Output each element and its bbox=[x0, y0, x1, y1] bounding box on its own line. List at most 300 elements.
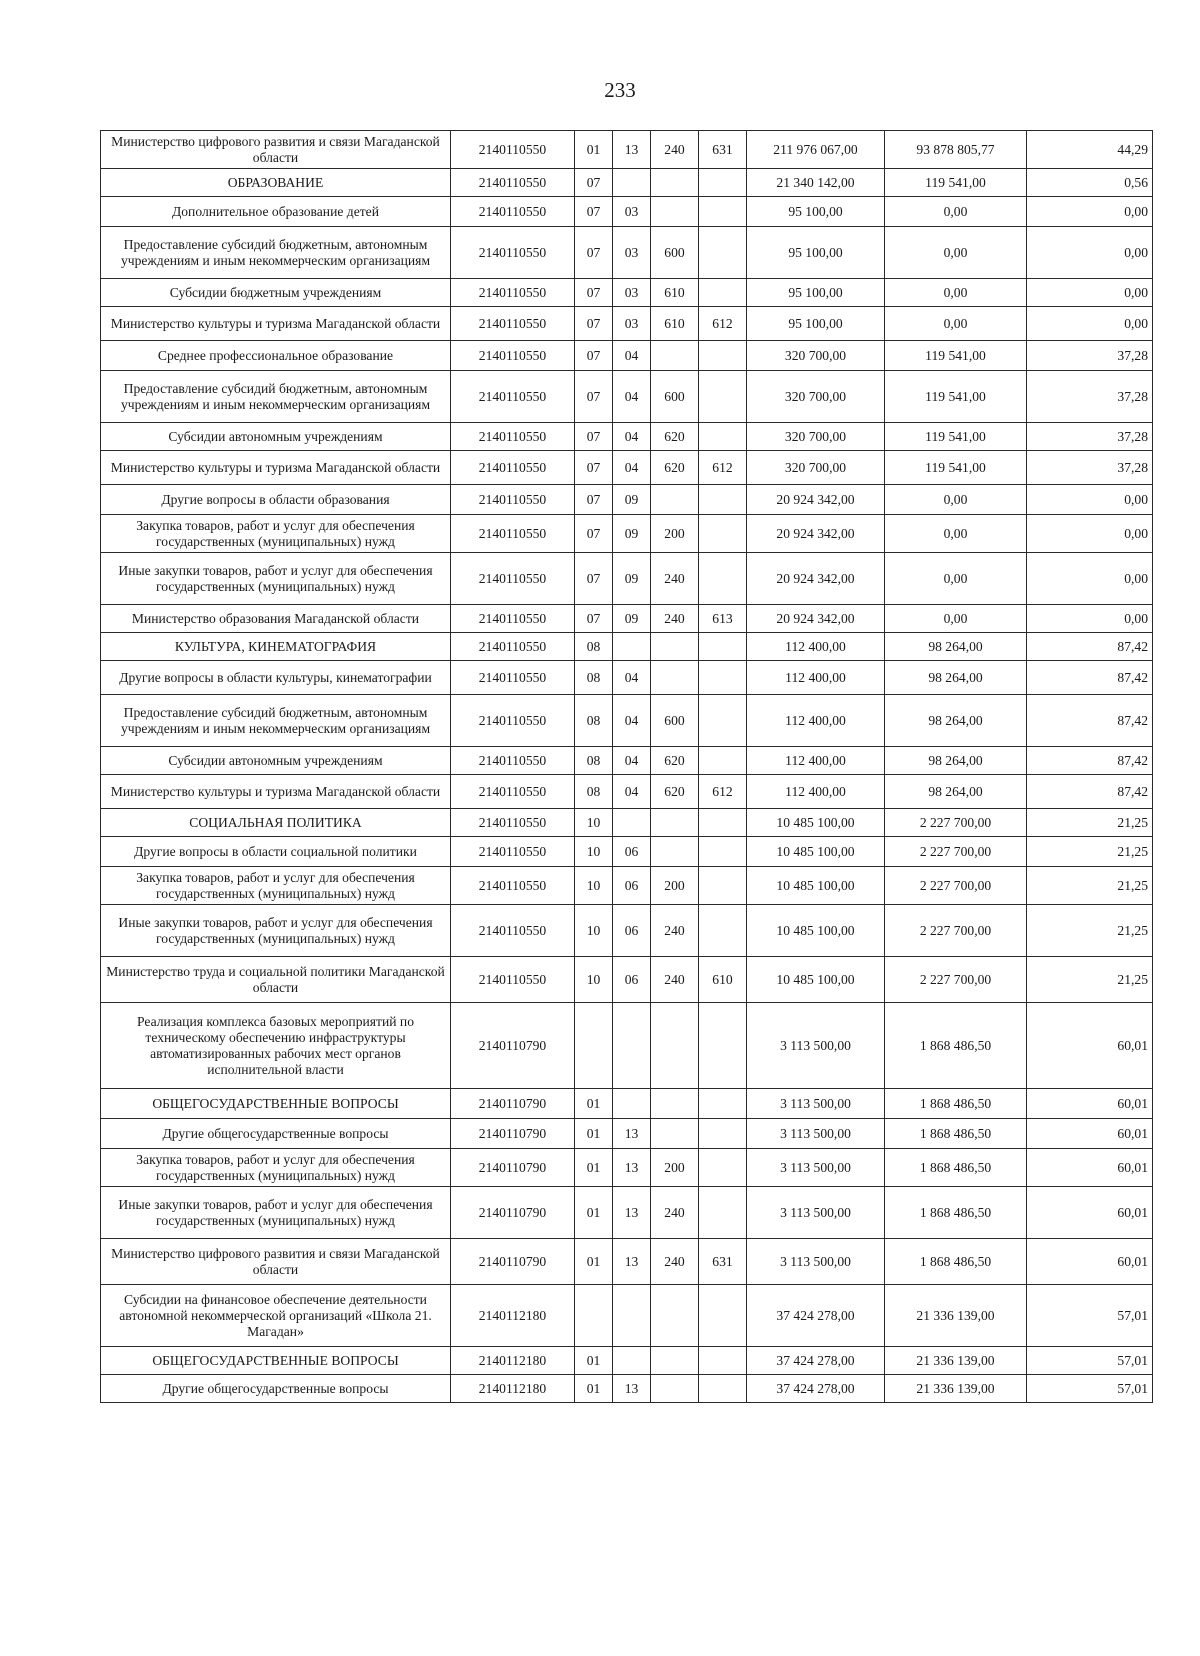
department-code-cell bbox=[699, 1149, 747, 1187]
expense-type-cell bbox=[651, 341, 699, 371]
row-name-cell: Закупка товаров, работ и услуг для обеспечения государственных (муниципальных) нужд bbox=[101, 867, 451, 905]
approved-amount-cell: 3 113 500,00 bbox=[747, 1089, 885, 1119]
target-code-cell: 2140110550 bbox=[451, 169, 575, 197]
section-cell: 08 bbox=[575, 775, 613, 809]
approved-amount-cell: 10 485 100,00 bbox=[747, 867, 885, 905]
approved-amount-cell: 95 100,00 bbox=[747, 227, 885, 279]
department-code-cell bbox=[699, 837, 747, 867]
department-code-cell bbox=[699, 485, 747, 515]
row-name-cell: Иные закупки товаров, работ и услуг для обеспечения государственных (муниципальных) нужд bbox=[101, 905, 451, 957]
expense-type-cell: 600 bbox=[651, 695, 699, 747]
approved-amount-cell: 20 924 342,00 bbox=[747, 485, 885, 515]
subsection-cell: 13 bbox=[613, 1375, 651, 1403]
section-cell: 07 bbox=[575, 341, 613, 371]
department-code-cell bbox=[699, 1375, 747, 1403]
table-row bbox=[101, 837, 1153, 867]
approved-amount-cell: 21 340 142,00 bbox=[747, 169, 885, 197]
department-code-cell bbox=[699, 197, 747, 227]
target-code-cell: 2140110550 bbox=[451, 837, 575, 867]
expense-type-cell bbox=[651, 1119, 699, 1149]
row-name-cell: Министерство культуры и туризма Магаданской области bbox=[101, 451, 451, 485]
row-name-cell: Министерство образования Магаданской области bbox=[101, 605, 451, 633]
expense-type-cell: 620 bbox=[651, 775, 699, 809]
row-name-cell: Другие вопросы в области культуры, кинематографии bbox=[101, 661, 451, 695]
table-row bbox=[101, 197, 1153, 227]
subsection-cell: 03 bbox=[613, 279, 651, 307]
table-row bbox=[101, 1239, 1153, 1285]
table-row bbox=[101, 1347, 1153, 1375]
department-code-cell bbox=[699, 1089, 747, 1119]
expense-type-cell: 600 bbox=[651, 227, 699, 279]
table-row bbox=[101, 633, 1153, 661]
target-code-cell: 2140110550 bbox=[451, 515, 575, 553]
row-name-cell: Иные закупки товаров, работ и услуг для обеспечения государственных (муниципальных) нужд bbox=[101, 1187, 451, 1239]
table-row bbox=[101, 515, 1153, 553]
section-cell: 10 bbox=[575, 837, 613, 867]
section-cell: 07 bbox=[575, 197, 613, 227]
expense-type-cell bbox=[651, 837, 699, 867]
executed-amount-cell: 2 227 700,00 bbox=[885, 809, 1027, 837]
target-code-cell: 2140110790 bbox=[451, 1149, 575, 1187]
target-code-cell: 2140112180 bbox=[451, 1375, 575, 1403]
execution-percent-cell: 57,01 bbox=[1027, 1285, 1153, 1347]
execution-percent-cell: 0,00 bbox=[1027, 307, 1153, 341]
approved-amount-cell: 3 113 500,00 bbox=[747, 1149, 885, 1187]
page-number: 233 bbox=[604, 78, 636, 102]
table-row bbox=[101, 553, 1153, 605]
expense-type-cell bbox=[651, 1375, 699, 1403]
executed-amount-cell: 98 264,00 bbox=[885, 747, 1027, 775]
section-cell: 01 bbox=[575, 1375, 613, 1403]
subsection-cell: 13 bbox=[613, 1149, 651, 1187]
section-cell: 07 bbox=[575, 451, 613, 485]
row-name-cell: ОБЩЕГОСУДАРСТВЕННЫЕ ВОПРОСЫ bbox=[101, 1089, 451, 1119]
target-code-cell: 2140110550 bbox=[451, 131, 575, 169]
executed-amount-cell: 1 868 486,50 bbox=[885, 1089, 1027, 1119]
department-code-cell bbox=[699, 905, 747, 957]
row-name-cell: Субсидии бюджетным учреждениям bbox=[101, 279, 451, 307]
subsection-cell: 04 bbox=[613, 695, 651, 747]
row-name-cell: Другие общегосударственные вопросы bbox=[101, 1119, 451, 1149]
executed-amount-cell: 98 264,00 bbox=[885, 775, 1027, 809]
row-name-cell: Среднее профессиональное образование bbox=[101, 341, 451, 371]
section-cell: 10 bbox=[575, 867, 613, 905]
subsection-cell: 03 bbox=[613, 197, 651, 227]
table-row bbox=[101, 451, 1153, 485]
approved-amount-cell: 95 100,00 bbox=[747, 197, 885, 227]
section-cell: 08 bbox=[575, 695, 613, 747]
row-name-cell: Иные закупки товаров, работ и услуг для обеспечения государственных (муниципальных) нужд bbox=[101, 553, 451, 605]
section-cell: 07 bbox=[575, 553, 613, 605]
row-name-cell: Дополнительное образование детей bbox=[101, 197, 451, 227]
execution-percent-cell: 60,01 bbox=[1027, 1187, 1153, 1239]
department-code-cell bbox=[699, 661, 747, 695]
expense-type-cell bbox=[651, 633, 699, 661]
row-name-cell: Предоставление субсидий бюджетным, автономным учреждениям и иным некоммерческим организациям bbox=[101, 695, 451, 747]
approved-amount-cell: 112 400,00 bbox=[747, 695, 885, 747]
executed-amount-cell: 0,00 bbox=[885, 279, 1027, 307]
execution-percent-cell: 21,25 bbox=[1027, 837, 1153, 867]
section-cell: 07 bbox=[575, 423, 613, 451]
subsection-cell: 09 bbox=[613, 553, 651, 605]
approved-amount-cell: 20 924 342,00 bbox=[747, 605, 885, 633]
table-row bbox=[101, 131, 1153, 169]
approved-amount-cell: 20 924 342,00 bbox=[747, 515, 885, 553]
target-code-cell: 2140110550 bbox=[451, 227, 575, 279]
execution-percent-cell: 60,01 bbox=[1027, 1239, 1153, 1285]
table-row bbox=[101, 485, 1153, 515]
expense-type-cell: 240 bbox=[651, 957, 699, 1003]
expense-type-cell: 240 bbox=[651, 905, 699, 957]
row-name-cell: Субсидии автономным учреждениям bbox=[101, 747, 451, 775]
approved-amount-cell: 320 700,00 bbox=[747, 371, 885, 423]
section-cell: 01 bbox=[575, 1187, 613, 1239]
execution-percent-cell: 0,00 bbox=[1027, 605, 1153, 633]
subsection-cell bbox=[613, 169, 651, 197]
department-code-cell bbox=[699, 1119, 747, 1149]
table-row bbox=[101, 809, 1153, 837]
expense-type-cell: 240 bbox=[651, 1239, 699, 1285]
execution-percent-cell: 57,01 bbox=[1027, 1347, 1153, 1375]
execution-percent-cell: 87,42 bbox=[1027, 747, 1153, 775]
execution-percent-cell: 0,00 bbox=[1027, 279, 1153, 307]
executed-amount-cell: 1 868 486,50 bbox=[885, 1149, 1027, 1187]
table-row bbox=[101, 1119, 1153, 1149]
table-row bbox=[101, 775, 1153, 809]
executed-amount-cell: 119 541,00 bbox=[885, 423, 1027, 451]
approved-amount-cell: 112 400,00 bbox=[747, 633, 885, 661]
section-cell: 07 bbox=[575, 485, 613, 515]
expense-type-cell bbox=[651, 1285, 699, 1347]
table-row bbox=[101, 605, 1153, 633]
executed-amount-cell: 2 227 700,00 bbox=[885, 837, 1027, 867]
department-code-cell: 631 bbox=[699, 1239, 747, 1285]
section-cell bbox=[575, 1285, 613, 1347]
row-name-cell: Предоставление субсидий бюджетным, автономным учреждениям и иным некоммерческим организациям bbox=[101, 227, 451, 279]
target-code-cell: 2140110550 bbox=[451, 485, 575, 515]
target-code-cell: 2140110550 bbox=[451, 775, 575, 809]
subsection-cell bbox=[613, 1003, 651, 1089]
target-code-cell: 2140110550 bbox=[451, 371, 575, 423]
expense-type-cell: 600 bbox=[651, 371, 699, 423]
department-code-cell bbox=[699, 1187, 747, 1239]
approved-amount-cell: 3 113 500,00 bbox=[747, 1003, 885, 1089]
execution-percent-cell: 60,01 bbox=[1027, 1119, 1153, 1149]
executed-amount-cell: 1 868 486,50 bbox=[885, 1239, 1027, 1285]
approved-amount-cell: 320 700,00 bbox=[747, 341, 885, 371]
approved-amount-cell: 95 100,00 bbox=[747, 279, 885, 307]
section-cell: 07 bbox=[575, 371, 613, 423]
approved-amount-cell: 37 424 278,00 bbox=[747, 1375, 885, 1403]
executed-amount-cell: 0,00 bbox=[885, 307, 1027, 341]
execution-percent-cell: 0,00 bbox=[1027, 485, 1153, 515]
expense-type-cell: 240 bbox=[651, 131, 699, 169]
executed-amount-cell: 119 541,00 bbox=[885, 451, 1027, 485]
department-code-cell bbox=[699, 809, 747, 837]
target-code-cell: 2140110790 bbox=[451, 1239, 575, 1285]
target-code-cell: 2140110550 bbox=[451, 809, 575, 837]
department-code-cell: 612 bbox=[699, 775, 747, 809]
table-row bbox=[101, 905, 1153, 957]
target-code-cell: 2140110550 bbox=[451, 451, 575, 485]
department-code-cell bbox=[699, 423, 747, 451]
subsection-cell bbox=[613, 1285, 651, 1347]
executed-amount-cell: 2 227 700,00 bbox=[885, 957, 1027, 1003]
subsection-cell: 04 bbox=[613, 661, 651, 695]
department-code-cell: 613 bbox=[699, 605, 747, 633]
subsection-cell: 04 bbox=[613, 747, 651, 775]
table-row bbox=[101, 169, 1153, 197]
table-row bbox=[101, 867, 1153, 905]
table-row bbox=[101, 1285, 1153, 1347]
execution-percent-cell: 0,00 bbox=[1027, 197, 1153, 227]
row-name-cell: Министерство цифрового развития и связи Магаданской области bbox=[101, 1239, 451, 1285]
execution-percent-cell: 60,01 bbox=[1027, 1003, 1153, 1089]
execution-percent-cell: 44,29 bbox=[1027, 131, 1153, 169]
department-code-cell bbox=[699, 633, 747, 661]
row-name-cell: СОЦИАЛЬНАЯ ПОЛИТИКА bbox=[101, 809, 451, 837]
table-row bbox=[101, 695, 1153, 747]
table-row bbox=[101, 1003, 1153, 1089]
approved-amount-cell: 3 113 500,00 bbox=[747, 1239, 885, 1285]
subsection-cell: 04 bbox=[613, 341, 651, 371]
target-code-cell: 2140110550 bbox=[451, 553, 575, 605]
subsection-cell: 04 bbox=[613, 775, 651, 809]
section-cell: 01 bbox=[575, 1239, 613, 1285]
executed-amount-cell: 2 227 700,00 bbox=[885, 905, 1027, 957]
section-cell: 01 bbox=[575, 1149, 613, 1187]
row-name-cell: Министерство цифрового развития и связи Магаданской области bbox=[101, 131, 451, 169]
subsection-cell: 04 bbox=[613, 451, 651, 485]
executed-amount-cell: 0,00 bbox=[885, 553, 1027, 605]
section-cell: 08 bbox=[575, 747, 613, 775]
expense-type-cell: 610 bbox=[651, 279, 699, 307]
approved-amount-cell: 37 424 278,00 bbox=[747, 1285, 885, 1347]
subsection-cell: 06 bbox=[613, 837, 651, 867]
execution-percent-cell: 21,25 bbox=[1027, 957, 1153, 1003]
department-code-cell: 612 bbox=[699, 307, 747, 341]
expense-type-cell: 610 bbox=[651, 307, 699, 341]
expense-type-cell bbox=[651, 485, 699, 515]
row-name-cell: Закупка товаров, работ и услуг для обеспечения государственных (муниципальных) нужд bbox=[101, 515, 451, 553]
executed-amount-cell: 119 541,00 bbox=[885, 169, 1027, 197]
section-cell: 07 bbox=[575, 307, 613, 341]
target-code-cell: 2140110790 bbox=[451, 1187, 575, 1239]
section-cell: 10 bbox=[575, 957, 613, 1003]
table-row bbox=[101, 279, 1153, 307]
department-code-cell bbox=[699, 1347, 747, 1375]
approved-amount-cell: 211 976 067,00 bbox=[747, 131, 885, 169]
section-cell: 07 bbox=[575, 605, 613, 633]
execution-percent-cell: 60,01 bbox=[1027, 1089, 1153, 1119]
expense-type-cell: 620 bbox=[651, 423, 699, 451]
subsection-cell: 09 bbox=[613, 605, 651, 633]
subsection-cell: 06 bbox=[613, 867, 651, 905]
expense-type-cell bbox=[651, 1003, 699, 1089]
row-name-cell: Другие вопросы в области образования bbox=[101, 485, 451, 515]
target-code-cell: 2140110550 bbox=[451, 605, 575, 633]
row-name-cell: ОБЩЕГОСУДАРСТВЕННЫЕ ВОПРОСЫ bbox=[101, 1347, 451, 1375]
row-name-cell: Предоставление субсидий бюджетным, автономным учреждениям и иным некоммерческим организациям bbox=[101, 371, 451, 423]
row-name-cell: Министерство культуры и туризма Магаданской области bbox=[101, 307, 451, 341]
expense-type-cell: 620 bbox=[651, 747, 699, 775]
approved-amount-cell: 320 700,00 bbox=[747, 423, 885, 451]
approved-amount-cell: 10 485 100,00 bbox=[747, 905, 885, 957]
department-code-cell bbox=[699, 695, 747, 747]
execution-percent-cell: 0,56 bbox=[1027, 169, 1153, 197]
row-name-cell: ОБРАЗОВАНИЕ bbox=[101, 169, 451, 197]
row-name-cell: Реализация комплекса базовых мероприятий по техническому обеспечению инфраструктуры автоматизированных рабочих мест органов исполнительной власти bbox=[101, 1003, 451, 1089]
executed-amount-cell: 21 336 139,00 bbox=[885, 1375, 1027, 1403]
department-code-cell: 631 bbox=[699, 131, 747, 169]
execution-percent-cell: 37,28 bbox=[1027, 451, 1153, 485]
execution-percent-cell: 60,01 bbox=[1027, 1149, 1153, 1187]
department-code-cell bbox=[699, 867, 747, 905]
subsection-cell: 06 bbox=[613, 905, 651, 957]
executed-amount-cell: 98 264,00 bbox=[885, 633, 1027, 661]
expense-type-cell: 620 bbox=[651, 451, 699, 485]
subsection-cell: 13 bbox=[613, 131, 651, 169]
subsection-cell bbox=[613, 633, 651, 661]
subsection-cell: 06 bbox=[613, 957, 651, 1003]
executed-amount-cell: 0,00 bbox=[885, 197, 1027, 227]
expense-type-cell: 240 bbox=[651, 605, 699, 633]
subsection-cell bbox=[613, 1089, 651, 1119]
table-row bbox=[101, 1089, 1153, 1119]
expense-type-cell: 200 bbox=[651, 867, 699, 905]
subsection-cell: 13 bbox=[613, 1187, 651, 1239]
table-row bbox=[101, 307, 1153, 341]
approved-amount-cell: 112 400,00 bbox=[747, 747, 885, 775]
approved-amount-cell: 112 400,00 bbox=[747, 661, 885, 695]
table-row bbox=[101, 341, 1153, 371]
section-cell: 08 bbox=[575, 661, 613, 695]
target-code-cell: 2140110550 bbox=[451, 279, 575, 307]
executed-amount-cell: 0,00 bbox=[885, 605, 1027, 633]
subsection-cell: 04 bbox=[613, 371, 651, 423]
department-code-cell bbox=[699, 279, 747, 307]
executed-amount-cell: 1 868 486,50 bbox=[885, 1003, 1027, 1089]
table-row bbox=[101, 661, 1153, 695]
section-cell: 07 bbox=[575, 279, 613, 307]
table-row bbox=[101, 1187, 1153, 1239]
executed-amount-cell: 0,00 bbox=[885, 227, 1027, 279]
target-code-cell: 2140110550 bbox=[451, 695, 575, 747]
target-code-cell: 2140110550 bbox=[451, 307, 575, 341]
expense-type-cell bbox=[651, 1347, 699, 1375]
section-cell: 10 bbox=[575, 905, 613, 957]
budget-table bbox=[100, 130, 1153, 1403]
executed-amount-cell: 1 868 486,50 bbox=[885, 1119, 1027, 1149]
target-code-cell: 2140110550 bbox=[451, 905, 575, 957]
executed-amount-cell: 21 336 139,00 bbox=[885, 1347, 1027, 1375]
approved-amount-cell: 20 924 342,00 bbox=[747, 553, 885, 605]
execution-percent-cell: 21,25 bbox=[1027, 867, 1153, 905]
approved-amount-cell: 10 485 100,00 bbox=[747, 809, 885, 837]
target-code-cell: 2140110550 bbox=[451, 661, 575, 695]
department-code-cell: 612 bbox=[699, 451, 747, 485]
target-code-cell: 2140110550 bbox=[451, 197, 575, 227]
executed-amount-cell: 119 541,00 bbox=[885, 371, 1027, 423]
executed-amount-cell: 98 264,00 bbox=[885, 695, 1027, 747]
execution-percent-cell: 87,42 bbox=[1027, 695, 1153, 747]
target-code-cell: 2140110790 bbox=[451, 1089, 575, 1119]
executed-amount-cell: 21 336 139,00 bbox=[885, 1285, 1027, 1347]
target-code-cell: 2140110550 bbox=[451, 867, 575, 905]
execution-percent-cell: 57,01 bbox=[1027, 1375, 1153, 1403]
table-body bbox=[101, 131, 1153, 1403]
section-cell: 07 bbox=[575, 227, 613, 279]
execution-percent-cell: 87,42 bbox=[1027, 661, 1153, 695]
subsection-cell bbox=[613, 809, 651, 837]
execution-percent-cell: 37,28 bbox=[1027, 371, 1153, 423]
approved-amount-cell: 3 113 500,00 bbox=[747, 1187, 885, 1239]
approved-amount-cell: 3 113 500,00 bbox=[747, 1119, 885, 1149]
target-code-cell: 2140110550 bbox=[451, 633, 575, 661]
expense-type-cell: 240 bbox=[651, 1187, 699, 1239]
subsection-cell: 03 bbox=[613, 307, 651, 341]
target-code-cell: 2140110550 bbox=[451, 423, 575, 451]
expense-type-cell bbox=[651, 169, 699, 197]
approved-amount-cell: 10 485 100,00 bbox=[747, 957, 885, 1003]
execution-percent-cell: 0,00 bbox=[1027, 515, 1153, 553]
row-name-cell: Субсидии на финансовое обеспечение деятельности автономной некоммерческой организаций «Школа 21. Магадан» bbox=[101, 1285, 451, 1347]
subsection-cell: 03 bbox=[613, 227, 651, 279]
department-code-cell bbox=[699, 169, 747, 197]
subsection-cell bbox=[613, 1347, 651, 1375]
executed-amount-cell: 1 868 486,50 bbox=[885, 1187, 1027, 1239]
section-cell: 07 bbox=[575, 169, 613, 197]
target-code-cell: 2140110550 bbox=[451, 747, 575, 775]
approved-amount-cell: 320 700,00 bbox=[747, 451, 885, 485]
execution-percent-cell: 21,25 bbox=[1027, 905, 1153, 957]
approved-amount-cell: 95 100,00 bbox=[747, 307, 885, 341]
execution-percent-cell: 87,42 bbox=[1027, 633, 1153, 661]
department-code-cell bbox=[699, 371, 747, 423]
approved-amount-cell: 37 424 278,00 bbox=[747, 1347, 885, 1375]
table-row bbox=[101, 1375, 1153, 1403]
expense-type-cell bbox=[651, 661, 699, 695]
expense-type-cell bbox=[651, 809, 699, 837]
subsection-cell: 04 bbox=[613, 423, 651, 451]
row-name-cell: Министерство культуры и туризма Магаданской области bbox=[101, 775, 451, 809]
row-name-cell: КУЛЬТУРА, КИНЕМАТОГРАФИЯ bbox=[101, 633, 451, 661]
table-row bbox=[101, 747, 1153, 775]
expense-type-cell: 240 bbox=[651, 553, 699, 605]
table-row bbox=[101, 957, 1153, 1003]
approved-amount-cell: 10 485 100,00 bbox=[747, 837, 885, 867]
executed-amount-cell: 0,00 bbox=[885, 485, 1027, 515]
execution-percent-cell: 21,25 bbox=[1027, 809, 1153, 837]
department-code-cell bbox=[699, 747, 747, 775]
target-code-cell: 2140112180 bbox=[451, 1285, 575, 1347]
section-cell bbox=[575, 1003, 613, 1089]
execution-percent-cell: 37,28 bbox=[1027, 423, 1153, 451]
department-code-cell bbox=[699, 227, 747, 279]
target-code-cell: 2140110790 bbox=[451, 1119, 575, 1149]
expense-type-cell bbox=[651, 197, 699, 227]
department-code-cell: 610 bbox=[699, 957, 747, 1003]
executed-amount-cell: 93 878 805,77 bbox=[885, 131, 1027, 169]
execution-percent-cell: 0,00 bbox=[1027, 553, 1153, 605]
department-code-cell bbox=[699, 341, 747, 371]
section-cell: 01 bbox=[575, 131, 613, 169]
row-name-cell: Другие общегосударственные вопросы bbox=[101, 1375, 451, 1403]
subsection-cell: 13 bbox=[613, 1119, 651, 1149]
department-code-cell bbox=[699, 515, 747, 553]
row-name-cell: Другие вопросы в области социальной политики bbox=[101, 837, 451, 867]
row-name-cell: Субсидии автономным учреждениям bbox=[101, 423, 451, 451]
